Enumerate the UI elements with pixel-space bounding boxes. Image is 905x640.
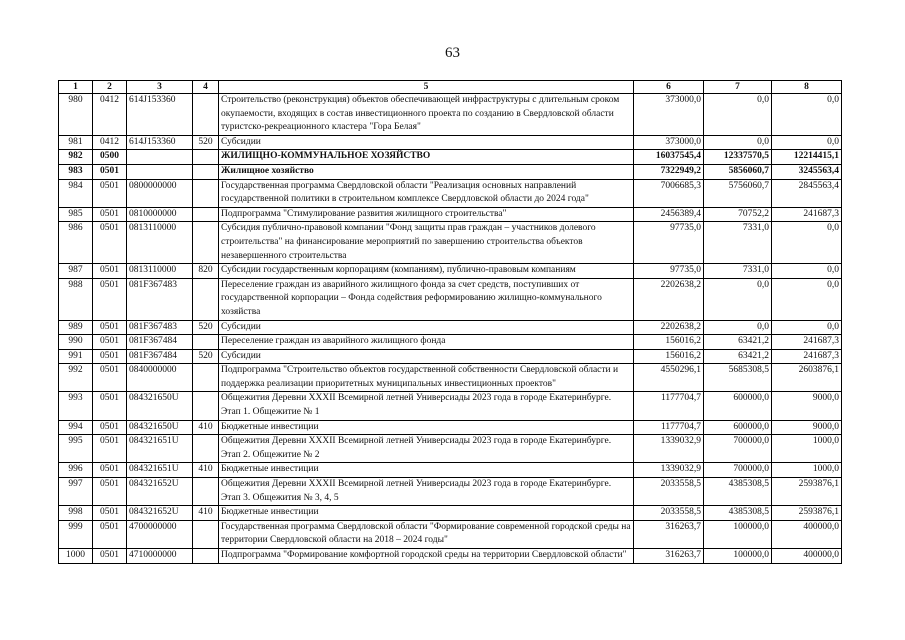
amount-col-7: 100000,0 (704, 549, 772, 564)
column-header: 8 (772, 81, 842, 94)
target-article-code: 084321651U (127, 463, 193, 478)
amount-col-8: 2603876,1 (772, 364, 842, 392)
target-article-code: 084321650U (127, 392, 193, 420)
table-row (59, 435, 842, 463)
amount-col-8: 400000,0 (772, 520, 842, 548)
item-description: Строительство (реконструкция) объектов обеспечивающей инфраструктуры с длительным сроком окупаемости, входящих в состав инвестиционного проекта по созданию в Свердловской области туристско-рекреационного кластера "Гора Белая" (219, 94, 634, 136)
expense-type-code (193, 179, 219, 207)
amount-col-6: 316263,7 (634, 520, 704, 548)
table-row (59, 320, 842, 335)
expense-type-code: 520 (193, 320, 219, 335)
amount-col-8: 0,0 (772, 94, 842, 136)
amount-col-7: 5856060,7 (704, 164, 772, 179)
expense-type-code: 410 (193, 506, 219, 521)
amount-col-6: 373000,0 (634, 135, 704, 150)
row-number: 981 (59, 135, 93, 150)
section-code: 0501 (93, 320, 127, 335)
section-code: 0501 (93, 435, 127, 463)
expense-type-code (193, 549, 219, 564)
amount-col-7: 0,0 (704, 94, 772, 136)
row-number: 980 (59, 94, 93, 136)
amount-col-6: 1177704,7 (634, 420, 704, 435)
expense-type-code (193, 94, 219, 136)
row-number: 997 (59, 478, 93, 506)
target-article-code: 0800000000 (127, 179, 193, 207)
table-row (59, 463, 842, 478)
amount-col-8: 9000,0 (772, 420, 842, 435)
row-number: 996 (59, 463, 93, 478)
target-article-code: 081F367483 (127, 320, 193, 335)
section-code: 0501 (93, 164, 127, 179)
amount-col-8: 3245563,4 (772, 164, 842, 179)
item-description: Бюджетные инвестиции (219, 463, 634, 478)
amount-col-7: 0,0 (704, 278, 772, 320)
table-row (59, 150, 842, 165)
table-row (59, 478, 842, 506)
amount-col-7: 63421,2 (704, 335, 772, 350)
amount-col-6: 2202638,2 (634, 320, 704, 335)
expense-type-code (193, 150, 219, 165)
table-row (59, 179, 842, 207)
target-article-code: 4700000000 (127, 520, 193, 548)
section-code: 0501 (93, 335, 127, 350)
item-description: ЖИЛИЩНО-КОММУНАЛЬНОЕ ХОЗЯЙСТВО (219, 150, 634, 165)
table-body (59, 94, 842, 564)
table-row (59, 392, 842, 420)
table-row (59, 520, 842, 548)
expense-type-code: 410 (193, 420, 219, 435)
amount-col-7: 4385308,5 (704, 506, 772, 521)
column-header: 3 (127, 81, 193, 94)
amount-col-8: 400000,0 (772, 549, 842, 564)
row-number: 993 (59, 392, 93, 420)
row-number: 989 (59, 320, 93, 335)
amount-col-8: 0,0 (772, 222, 842, 264)
table-row (59, 222, 842, 264)
row-number: 994 (59, 420, 93, 435)
amount-col-7: 70752,2 (704, 207, 772, 222)
section-code: 0501 (93, 349, 127, 364)
target-article-code: 0813110000 (127, 222, 193, 264)
page-number: 63 (445, 45, 460, 61)
amount-col-7: 700000,0 (704, 463, 772, 478)
amount-col-7: 63421,2 (704, 349, 772, 364)
amount-col-6: 97735,0 (634, 264, 704, 279)
amount-col-7: 600000,0 (704, 392, 772, 420)
amount-col-6: 4550296,1 (634, 364, 704, 392)
amount-col-6: 156016,2 (634, 349, 704, 364)
item-description: Государственная программа Свердловской области "Формирование современной городской среды на территории Свердловской области на 2018 – 2024 годы" (219, 520, 634, 548)
amount-col-6: 97735,0 (634, 222, 704, 264)
item-description: Подпрограмма "Строительство объектов государственной собственности Свердловской области и поддержка реализации приоритетных муниципальных инвестиционных проектов" (219, 364, 634, 392)
section-code: 0501 (93, 364, 127, 392)
item-description: Переселение граждан из аварийного жилищного фонда (219, 335, 634, 350)
row-number: 984 (59, 179, 93, 207)
amount-col-6: 156016,2 (634, 335, 704, 350)
section-code: 0501 (93, 463, 127, 478)
amount-col-6: 2033558,5 (634, 478, 704, 506)
target-article-code: 614J153360 (127, 135, 193, 150)
amount-col-6: 1177704,7 (634, 392, 704, 420)
item-description: Субсидии (219, 349, 634, 364)
amount-col-8: 2593876,1 (772, 478, 842, 506)
amount-col-8: 1000,0 (772, 435, 842, 463)
target-article-code: 084321651U (127, 435, 193, 463)
section-code: 0501 (93, 222, 127, 264)
row-number: 995 (59, 435, 93, 463)
target-article-code: 0840000000 (127, 364, 193, 392)
table-row (59, 164, 842, 179)
table-row (59, 207, 842, 222)
row-number: 986 (59, 222, 93, 264)
section-code: 0501 (93, 506, 127, 521)
column-header: 4 (193, 81, 219, 94)
section-code: 0412 (93, 135, 127, 150)
amount-col-7: 700000,0 (704, 435, 772, 463)
item-description: Субсидии государственным корпорациям (компаниям), публично-правовым компаниям (219, 264, 634, 279)
item-description: Жилищное хозяйство (219, 164, 634, 179)
column-header: 6 (634, 81, 704, 94)
amount-col-8: 9000,0 (772, 392, 842, 420)
expense-type-code (193, 478, 219, 506)
target-article-code: 0813110000 (127, 264, 193, 279)
amount-col-7: 0,0 (704, 135, 772, 150)
item-description: Общежития Деревни XXXII Всемирной летней Универсиады 2023 года в городе Екатеринбурге. Этап 2. Общежитие № 2 (219, 435, 634, 463)
column-header: 1 (59, 81, 93, 94)
table-row (59, 278, 842, 320)
amount-col-8: 241687,3 (772, 335, 842, 350)
amount-col-8: 12214415,1 (772, 150, 842, 165)
target-article-code: 0810000000 (127, 207, 193, 222)
target-article-code (127, 164, 193, 179)
item-description: Бюджетные инвестиции (219, 506, 634, 521)
section-code: 0501 (93, 478, 127, 506)
amount-col-8: 1000,0 (772, 463, 842, 478)
section-code: 0501 (93, 549, 127, 564)
table-row (59, 420, 842, 435)
section-code: 0501 (93, 207, 127, 222)
target-article-code: 4710000000 (127, 549, 193, 564)
row-number: 982 (59, 150, 93, 165)
target-article-code: 081F367484 (127, 335, 193, 350)
amount-col-6: 373000,0 (634, 94, 704, 136)
amount-col-6: 7322949,2 (634, 164, 704, 179)
row-number: 987 (59, 264, 93, 279)
amount-col-7: 600000,0 (704, 420, 772, 435)
expense-type-code (193, 435, 219, 463)
section-code: 0501 (93, 520, 127, 548)
expense-type-code: 820 (193, 264, 219, 279)
item-description: Подпрограмма "Формирование комфортной городской среды на территории Свердловской области" (219, 549, 634, 564)
amount-col-8: 2845563,4 (772, 179, 842, 207)
table-row (59, 506, 842, 521)
expense-type-code (193, 335, 219, 350)
expense-type-code (193, 278, 219, 320)
item-description: Общежития Деревни XXXII Всемирной летней Универсиады 2023 года в городе Екатеринбурге. Этап 1. Общежитие № 1 (219, 392, 634, 420)
amount-col-8: 241687,3 (772, 207, 842, 222)
amount-col-6: 1339032,9 (634, 435, 704, 463)
budget-table (58, 80, 842, 564)
expense-type-code (193, 520, 219, 548)
expense-type-code: 410 (193, 463, 219, 478)
amount-col-7: 7331,0 (704, 264, 772, 279)
amount-col-7: 100000,0 (704, 520, 772, 548)
amount-col-8: 0,0 (772, 135, 842, 150)
amount-col-8: 241687,3 (772, 349, 842, 364)
expense-type-code (193, 207, 219, 222)
expense-type-code (193, 392, 219, 420)
item-description: Субсидии (219, 320, 634, 335)
expense-type-code (193, 222, 219, 264)
amount-col-8: 0,0 (772, 264, 842, 279)
column-header: 2 (93, 81, 127, 94)
table-row (59, 349, 842, 364)
column-header: 7 (704, 81, 772, 94)
amount-col-6: 7006685,3 (634, 179, 704, 207)
amount-col-8: 2593876,1 (772, 506, 842, 521)
item-description: Переселение граждан из аварийного жилищного фонда за счет средств, поступивших от государственной корпорации – Фонда содействия реформированию жилищно-коммунального хозяйства (219, 278, 634, 320)
section-code: 0500 (93, 150, 127, 165)
target-article-code: 081F367484 (127, 349, 193, 364)
expense-type-code: 520 (193, 349, 219, 364)
row-number: 991 (59, 349, 93, 364)
amount-col-6: 2202638,2 (634, 278, 704, 320)
target-article-code (127, 150, 193, 165)
amount-col-6: 16037545,4 (634, 150, 704, 165)
row-number: 988 (59, 278, 93, 320)
amount-col-7: 5685308,5 (704, 364, 772, 392)
amount-col-7: 4385308,5 (704, 478, 772, 506)
section-code: 0501 (93, 420, 127, 435)
row-number: 985 (59, 207, 93, 222)
table-row (59, 94, 842, 136)
amount-col-6: 316263,7 (634, 549, 704, 564)
amount-col-6: 2033558,5 (634, 506, 704, 521)
table-row (59, 549, 842, 564)
amount-col-8: 0,0 (772, 320, 842, 335)
row-number: 998 (59, 506, 93, 521)
target-article-code: 084321652U (127, 478, 193, 506)
row-number: 983 (59, 164, 93, 179)
amount-col-6: 2456389,4 (634, 207, 704, 222)
target-article-code: 081F367483 (127, 278, 193, 320)
item-description: Бюджетные инвестиции (219, 420, 634, 435)
amount-col-7: 12337570,5 (704, 150, 772, 165)
expense-type-code (193, 164, 219, 179)
section-code: 0501 (93, 392, 127, 420)
column-header: 5 (219, 81, 634, 94)
item-description: Субсидия публично-правовой компании "Фонд защиты прав граждан – участников долевого строительства" на финансирование мероприятий по завершению строительства объектов незавершенного строительства (219, 222, 634, 264)
table-header-row (59, 81, 842, 94)
amount-col-7: 0,0 (704, 320, 772, 335)
table-row (59, 264, 842, 279)
section-code: 0501 (93, 179, 127, 207)
section-code: 0501 (93, 264, 127, 279)
row-number: 990 (59, 335, 93, 350)
amount-col-7: 7331,0 (704, 222, 772, 264)
table-row (59, 135, 842, 150)
expense-type-code: 520 (193, 135, 219, 150)
row-number: 999 (59, 520, 93, 548)
row-number: 1000 (59, 549, 93, 564)
item-description: Субсидии (219, 135, 634, 150)
amount-col-6: 1339032,9 (634, 463, 704, 478)
target-article-code: 084321652U (127, 506, 193, 521)
row-number: 992 (59, 364, 93, 392)
amount-col-8: 0,0 (772, 278, 842, 320)
expense-type-code (193, 364, 219, 392)
target-article-code: 614J153360 (127, 94, 193, 136)
item-description: Государственная программа Свердловской области "Реализация основных направлений государственной политики в строительном комплексе Свердловской области до 2024 года" (219, 179, 634, 207)
table-row (59, 364, 842, 392)
table-row (59, 335, 842, 350)
amount-col-7: 5756060,7 (704, 179, 772, 207)
section-code: 0412 (93, 94, 127, 136)
item-description: Подпрограмма "Стимулирование развития жилищного строительства" (219, 207, 634, 222)
section-code: 0501 (93, 278, 127, 320)
item-description: Общежития Деревни XXXII Всемирной летней Универсиады 2023 года в городе Екатеринбурге. Этап 3. Общежития № 3, 4, 5 (219, 478, 634, 506)
target-article-code: 084321650U (127, 420, 193, 435)
